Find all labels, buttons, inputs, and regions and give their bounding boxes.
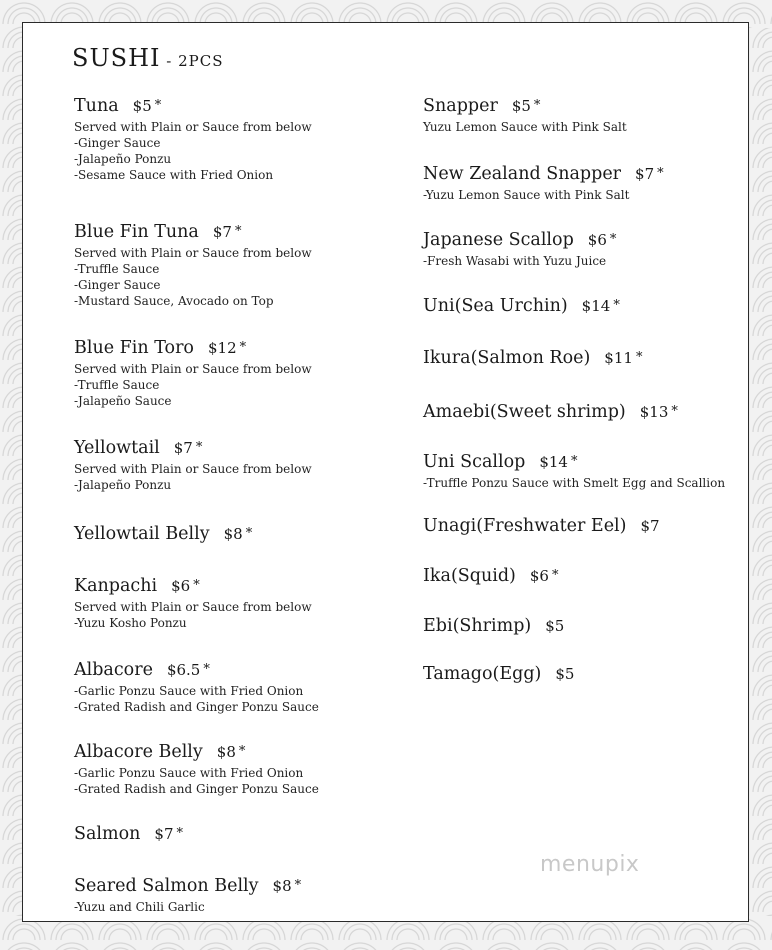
menu-item-star: * [613, 298, 620, 313]
menu-item-price: $13 [639, 403, 669, 421]
menu-item-name-line [74, 221, 404, 245]
menu-item-name-line [423, 451, 743, 475]
menu-item [74, 337, 404, 409]
menu-item-name: Seared Salmon Belly [74, 876, 259, 896]
menu-item-description: -Ginger Sauce [74, 278, 161, 292]
menu-item-name-line [74, 875, 404, 899]
menu-item-description: -Jalapeño Ponzu [74, 478, 172, 492]
menu-item-price: $7 [635, 165, 655, 183]
menu-item-name-line [74, 659, 404, 683]
menu-item-description: Served with Plain or Sauce from below [74, 362, 312, 376]
menu-item-name: Blue Fin Tuna [74, 222, 199, 242]
menu-item-star: * [203, 662, 210, 677]
menu-item [74, 95, 404, 183]
menu-item-name-line [74, 823, 404, 847]
menu-item-price: $6 [587, 231, 607, 249]
menu-item-description: Served with Plain or Sauce from below [74, 120, 312, 134]
menu-item [74, 875, 404, 915]
menu-item-star: * [657, 166, 664, 181]
menu-item-name: Salmon [74, 824, 141, 844]
menu-item-description: Served with Plain or Sauce from below [74, 462, 312, 476]
watermark: menupix [540, 852, 640, 877]
menu-item [74, 523, 404, 547]
menu-item-description: -Sesame Sauce with Fried Onion [74, 168, 274, 182]
menu-item-name-line [74, 95, 404, 119]
menu-item-price: $14 [581, 297, 611, 315]
menu-item-name-line [423, 663, 743, 685]
menu-item [74, 659, 404, 715]
menu-item-star: * [193, 578, 200, 593]
menu-item-description: Served with Plain or Sauce from below [74, 600, 312, 614]
menu-item-name-line [423, 347, 743, 371]
menu-item-star: * [154, 98, 162, 113]
menu-item-price: $5 [511, 97, 531, 115]
menu-item-name: Uni(Sea Urchin) [423, 296, 568, 316]
menu-item-name-line [423, 615, 743, 637]
menu-item-star: * [176, 826, 184, 841]
menu-item [74, 437, 404, 493]
menu-item-price: $8 [216, 743, 236, 761]
menu-item-star: * [245, 526, 253, 541]
menu-item-description: -Jalapeño Sauce [74, 394, 172, 408]
menu-item-name: Albacore Belly [74, 742, 203, 762]
left-wave-border [0, 0, 22, 950]
menu-item-name: Tamago(Egg) [423, 664, 542, 684]
menu-item-name: Uni Scallop [423, 452, 526, 472]
menu-item-description: -Jalapeño Ponzu [74, 152, 172, 166]
menu-item-price: $5 [555, 665, 575, 683]
menu-item-star: * [570, 454, 578, 469]
menu-item-price: $6.5 [166, 661, 201, 679]
menu-item-description: -Yuzu Kosho Ponzu [74, 616, 187, 630]
menu-item-star: * [533, 98, 541, 113]
menu-item-description: -Garlic Ponzu Sauce with Fried Onion [74, 766, 304, 780]
menu-item-star: * [294, 878, 302, 893]
menu-item-description: Served with Plain or Sauce from below [74, 246, 312, 260]
menu-item-name-line [74, 741, 404, 765]
menu-item [423, 615, 743, 637]
menu-item-name: Ika(Squid) [423, 566, 516, 586]
menu-item-name-line [423, 163, 743, 187]
menu-title-subtitle: - 2PCS [160, 52, 224, 70]
menu-item-price: $14 [539, 453, 568, 471]
menu-item-description: -Truffle Sauce [74, 378, 160, 392]
menu-item-price: $8 [223, 525, 243, 543]
menu-item-name-line [423, 295, 743, 319]
menu-item-star: * [234, 224, 242, 239]
menu-item-name: Japanese Scallop [423, 230, 574, 250]
menu-item [423, 401, 743, 425]
menu-item-price: $7 [640, 517, 660, 535]
menu-item [423, 229, 743, 269]
menu-item [423, 163, 743, 203]
menu-item-price: $7 [212, 223, 232, 241]
menu-item-name-line [74, 575, 404, 599]
menu-item-description: -Ginger Sauce [74, 136, 161, 150]
menu-item-star: * [671, 404, 678, 419]
menu-item-description: -Yuzu Lemon Sauce with Pink Salt [423, 188, 630, 202]
menu-item-price: $7 [154, 825, 174, 843]
menu-item-description: -Mustard Sauce, Avocado on Top [74, 294, 274, 308]
menu-item-star: * [238, 744, 246, 759]
menu-title-text: SUSHI [72, 44, 161, 72]
menu-item [423, 565, 743, 589]
menu-item-description: -Truffle Ponzu Sauce with Smelt Egg and Scallion [423, 476, 726, 490]
menu-item-name: Yellowtail [74, 438, 160, 458]
menu-item-price: $6 [529, 567, 549, 585]
menu-item-star: * [195, 440, 203, 455]
menu-item-description: -Fresh Wasabi with Yuzu Juice [423, 254, 607, 268]
menu-item [74, 741, 404, 797]
menu-item-name-line [423, 229, 743, 253]
menu-item-description: Yuzu Lemon Sauce with Pink Salt [423, 120, 627, 134]
menu-item [74, 575, 404, 631]
menu-title [72, 44, 224, 72]
menu-item-name: Albacore [74, 660, 153, 680]
menu-item-description: -Yuzu and Chili Garlic [74, 900, 205, 914]
menu-item-name: Snapper [423, 96, 498, 116]
menu-item-name: Amaebi(Sweet shrimp) [423, 402, 626, 422]
menu-item-star: * [635, 350, 643, 365]
right-wave-border [750, 0, 772, 950]
menu-item-name: Tuna [74, 96, 119, 116]
menu-item-price: $5 [132, 97, 152, 115]
menu-item-star: * [609, 232, 617, 247]
menu-item [423, 663, 743, 685]
menu-item-description: -Truffle Sauce [74, 262, 160, 276]
menu-item-description: -Garlic Ponzu Sauce with Fried Onion [74, 684, 304, 698]
menu-item [423, 95, 743, 135]
menu-item [423, 451, 743, 491]
menu-item-name-line [423, 515, 743, 537]
menu-item-name: New Zealand Snapper [423, 164, 622, 184]
menu-item-name-line [423, 95, 743, 119]
menu-item-price: $5 [545, 617, 565, 635]
menu-item-name: Ebi(Shrimp) [423, 616, 532, 636]
menu-item-description: -Grated Radish and Ginger Ponzu Sauce [74, 782, 319, 796]
menu-item-price: $7 [173, 439, 193, 457]
menu-item-price: $11 [604, 349, 633, 367]
menu-item [423, 295, 743, 319]
menu-item-name: Kanpachi [74, 576, 158, 596]
menu-item-name: Yellowtail Belly [74, 524, 210, 544]
menu-item-name-line [423, 565, 743, 589]
menu-item-price: $8 [272, 877, 292, 895]
menu-item-price: $12 [207, 339, 237, 357]
menu-item-name-line [74, 437, 404, 461]
menu-item-name-line [74, 337, 404, 361]
menu-item [423, 347, 743, 371]
menu-item-price: $6 [171, 577, 191, 595]
menu-item-description: -Grated Radish and Ginger Ponzu Sauce [74, 700, 319, 714]
menu-item [423, 515, 743, 537]
menu-item [74, 823, 404, 847]
menu-item-name-line [74, 523, 404, 547]
menu-item-name: Unagi(Freshwater Eel) [423, 516, 627, 536]
menu-item [74, 221, 404, 309]
menu-item-star: * [551, 568, 559, 583]
menu-item-star: * [239, 340, 247, 355]
menu-item-name: Ikura(Salmon Roe) [423, 348, 591, 368]
menu-item-name-line [423, 401, 743, 425]
menu-item-name: Blue Fin Toro [74, 338, 194, 358]
